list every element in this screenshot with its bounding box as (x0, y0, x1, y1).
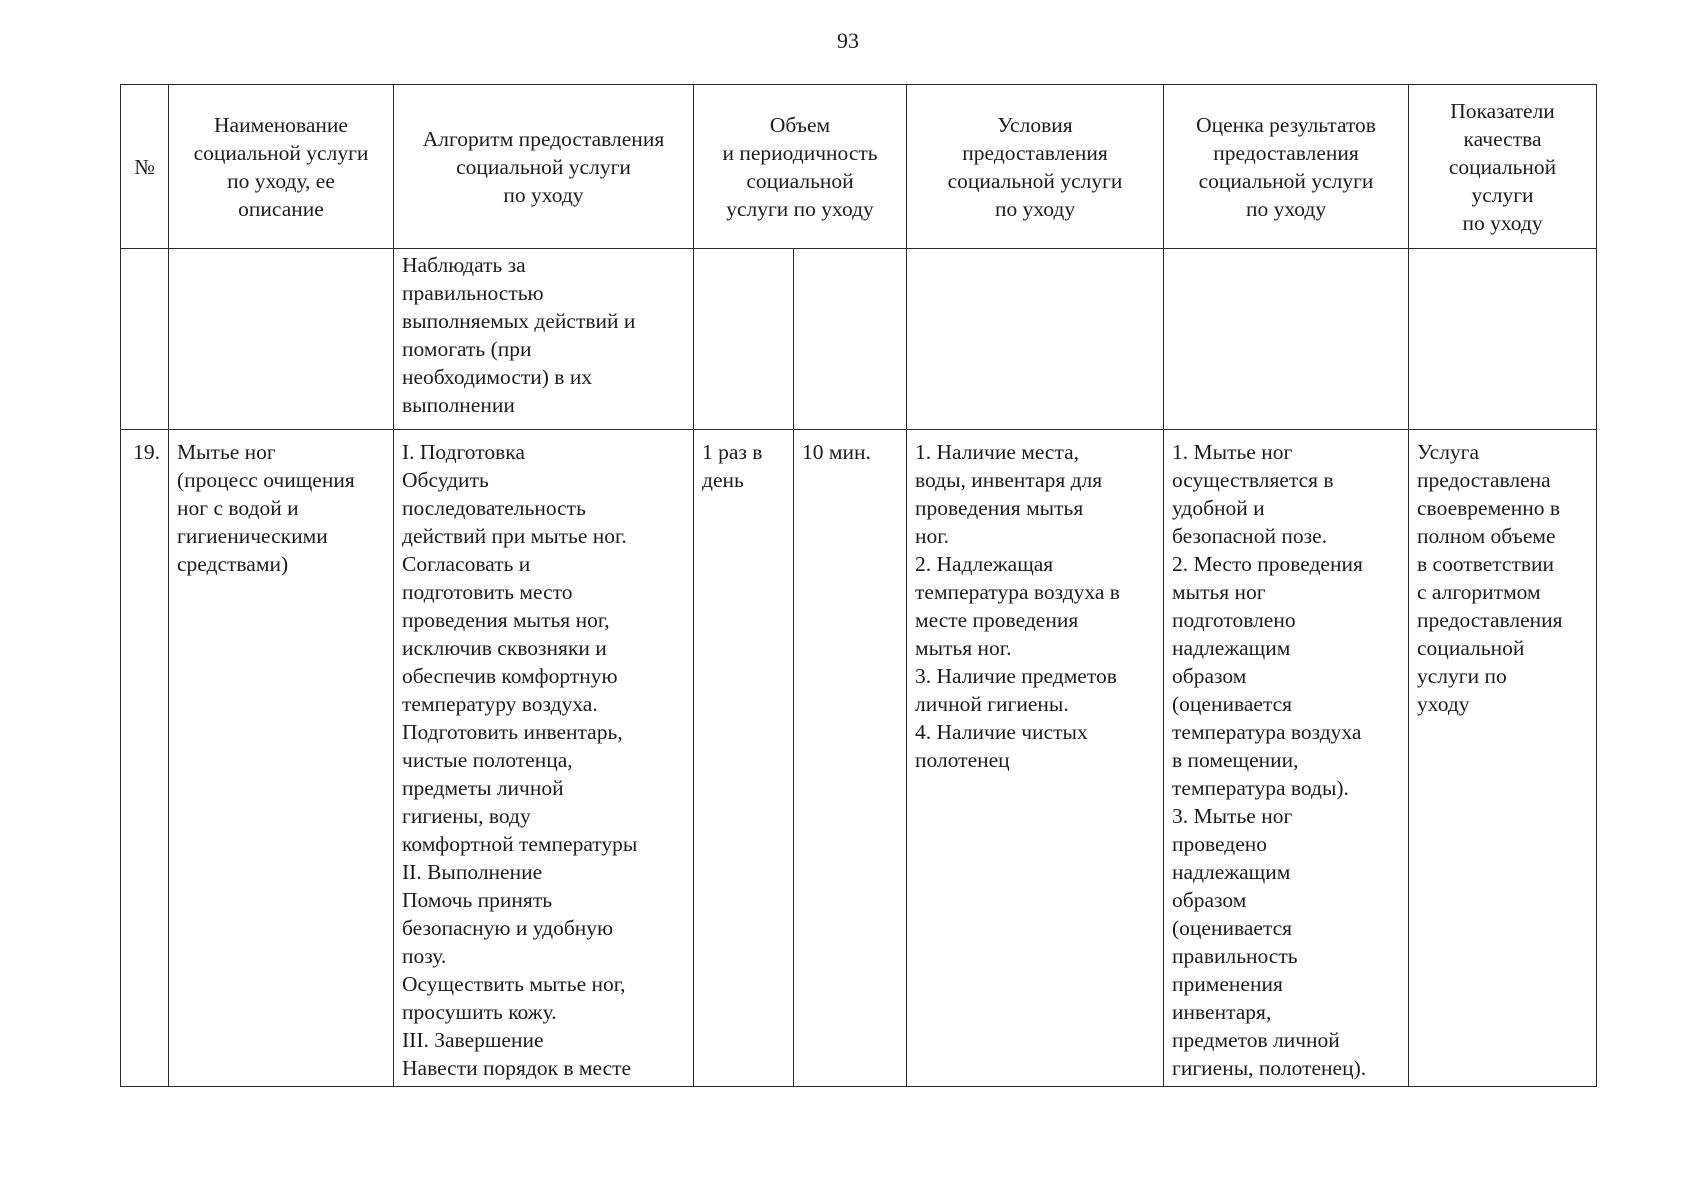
header-evaluation: Оценка результатов предоставления социальной услуги по уходу (1164, 85, 1409, 249)
header-algorithm: Алгоритм предоставления социальной услуги по уходу (394, 85, 694, 249)
services-table (120, 84, 1597, 1087)
cell-evaluation-empty (1164, 249, 1409, 430)
table-row-continuation (121, 249, 1597, 430)
header-num: № (121, 85, 169, 249)
header-quality: Показатели качества социальной услуги по уходу (1409, 85, 1597, 249)
page-number: 93 (837, 28, 859, 53)
cell-algorithm: I. Подготовка Обсудить последовательность действий при мытье ног. Согласовать и подготовить место проведения мытья ног, исключив сквозняки и обеспечив комфортную температуру воздуха. Подготовить инвентарь, чистые полотенца, предметы личной гигиены, воду комфортной температуры II. Выполнение Помочь принять безопасную и удобную позу. Осуществить мытье ног, просушить кожу. III. Завершение Навести порядок в месте (394, 430, 694, 1087)
cell-service-name: Мытье ног (процесс очищения ног с водой и гигиеническими средствами) (169, 430, 394, 1087)
cell-row-number: 19. (121, 430, 169, 1087)
cell-algorithm-continuation: Наблюдать за правильностью выполняемых действий и помогать (при необходимости) в их выполнении (394, 249, 694, 430)
cell-evaluation: 1. Мытье ног осуществляется в удобной и безопасной позе. 2. Место проведения мытья ног подготовлено надлежащим образом (оценивается температура воздуха в помещении, температура воды). 3. Мытье ног проведено надлежащим образом (оценивается правильность применения инвентаря, предметов личной гигиены, полотенец). (1164, 430, 1409, 1087)
header-volume-periodicity: Объем и периодичность социальной услуги по уходу (694, 85, 907, 249)
cell-name-empty (169, 249, 394, 430)
cell-periodicity: 1 раз в день (694, 430, 794, 1087)
cell-conditions: 1. Наличие места, воды, инвентаря для проведения мытья ног. 2. Надлежащая температура воздуха в месте проведения мытья ног. 3. Наличие предметов личной гигиены. 4. Наличие чистых полотенец (907, 430, 1164, 1087)
cell-periodicity-empty (694, 249, 794, 430)
cell-num-empty (121, 249, 169, 430)
cell-duration-empty (794, 249, 907, 430)
table-row-19 (121, 430, 1597, 1087)
header-service-name: Наименование социальной услуги по уходу, ее описание (169, 85, 394, 249)
header-conditions: Условия предоставления социальной услуги по уходу (907, 85, 1164, 249)
cell-quality: Услуга предоставлена своевременно в полном объеме в соответствии с алгоритмом предоставления социальной услуги по уходу (1409, 430, 1597, 1087)
header-row (121, 85, 1597, 249)
cell-quality-empty (1409, 249, 1597, 430)
cell-duration: 10 мин. (794, 430, 907, 1087)
cell-conditions-empty (907, 249, 1164, 430)
